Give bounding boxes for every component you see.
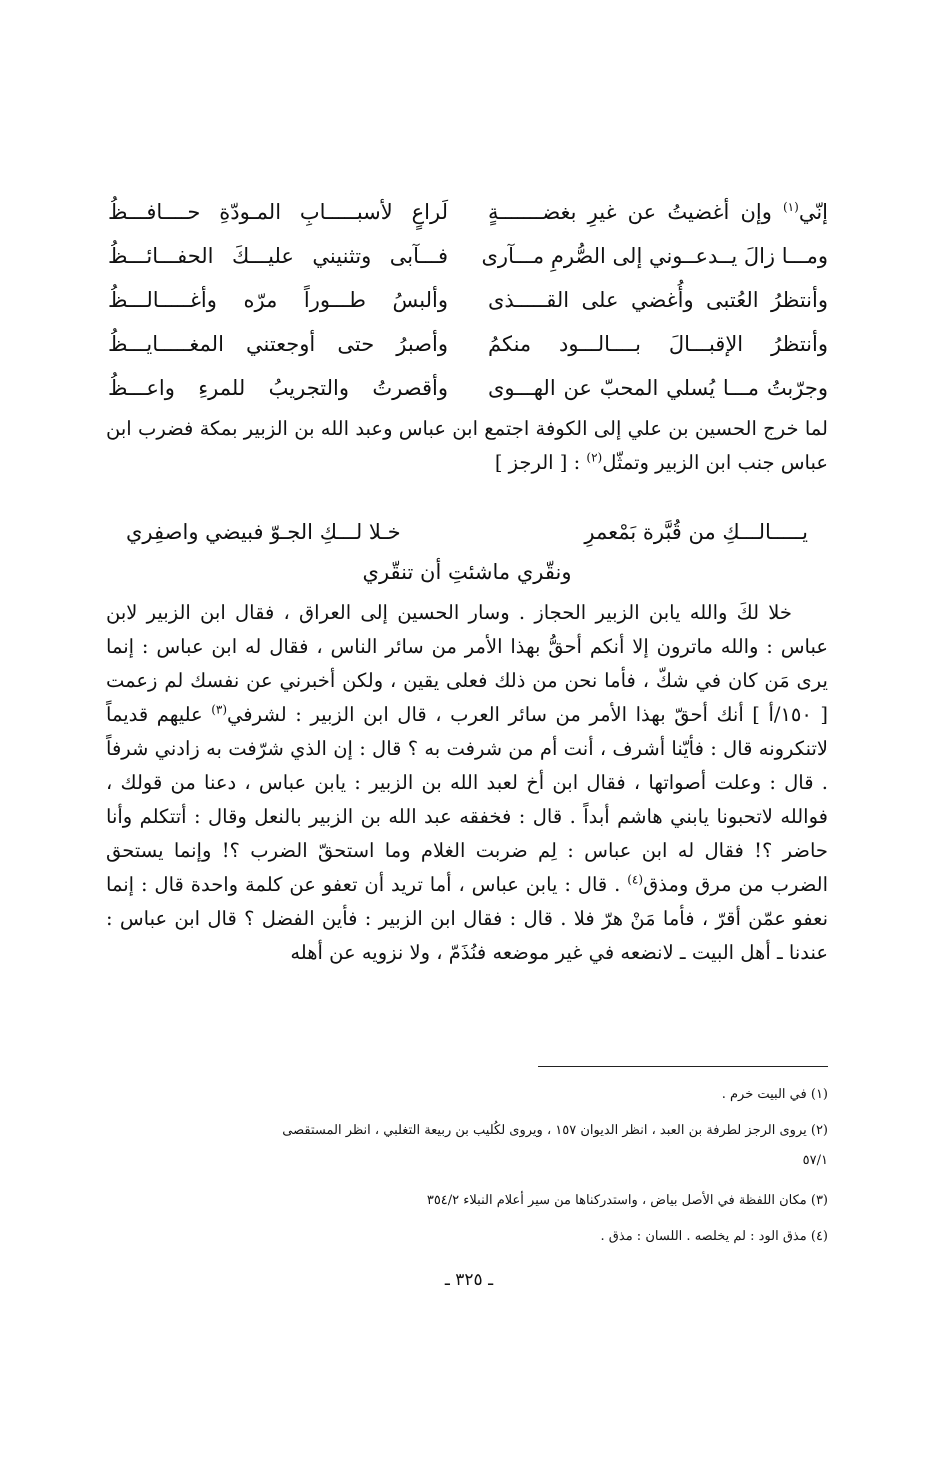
poem-verse <box>108 366 828 410</box>
paragraph-text: عليهم قديماً لاتنكرونه قال : فأيّنا أشرف ، أنت أم من شرفت به ؟ قال : إن الذي شرّفت به زادني شرفاً . قال : وعلت أصواتها ، فقال ابن أخ لعبد الله بن الزبير : يابن عباس ، دعنا من قولك ، فوالله لاتحبونا يابني هاشم أبداً . قال : فخفقه عبد الله بن الزبير بالنعل وقال : أتتكلم وأنا حاضر ؟! فقال له ابن عباس : لِم ضربت الغلام وما استحقّ الضرب ؟! وإنما يستحق الضرب من مرق ومذق <box>106 703 828 896</box>
first-hemistich <box>488 190 828 234</box>
footnote-1: (١) في البيت خرم . <box>721 1087 828 1102</box>
page-number: ـ ٣٢٥ ـ <box>444 1270 494 1290</box>
second-hemistich: وألبسُ طـــوراً مرّه وأغـــــالـــظُ <box>108 288 448 312</box>
footnote-marker: (٤) <box>627 872 644 887</box>
footnote-2-continued: ٥٧/١ <box>802 1153 828 1168</box>
footnote-divider <box>538 1066 828 1067</box>
poem-verse <box>108 322 828 366</box>
footnotes <box>106 1080 828 1258</box>
verse-text: إنّي <box>798 200 828 224</box>
second-hemistich: وأصبرُ حتى أوجعتني المغـــــايـــظُ <box>108 332 448 356</box>
footnote-marker: (١) <box>782 200 799 214</box>
footnote-marker: (٢) <box>586 450 603 465</box>
footnote-3: (٣) مكان اللفظة في الأصل بياض ، واستدركناها من سير أعلام النبلاء ٣٥٤/٢ <box>426 1193 828 1208</box>
rajaz-hemistich: يـــــالـــكِ من قُبَّرة بَمْعمرِ <box>584 520 808 544</box>
second-hemistich: لَراعٍ لأسبـــــابِ المـودّةِ حــــافـــظُ <box>108 200 448 224</box>
first-hemistich: وأنتظرُ العُتبى وأُغضي على القـــــذى <box>488 288 828 312</box>
second-hemistich: وأقصرتُ والتجريبُ للمرءِ واعـــظُ <box>108 376 448 400</box>
poem-verse <box>108 234 828 278</box>
rajaz-final-line: ونقّري ماشئتِ أن تنقّري <box>362 560 572 584</box>
first-hemistich: ومـــا زالَ يــدعــوني إلى الصُّرمِ مـــآرى <box>481 244 828 268</box>
rajaz-hemistich: خـلا لـــكِ الجـوّ فبيضي واصفِري <box>126 520 401 544</box>
verse-text: وإن أغضيتُ عن غيرِ بغضـــــــةٍ <box>488 200 783 224</box>
footnote-2: (٢) يروى الرجز لطرفة بن العبد ، انظر الديوان ١٥٧ ، ويروى لكُليب بن ربيعة التغلبي ، انظر المستقصى <box>282 1123 828 1138</box>
main-paragraph <box>106 596 828 970</box>
footnote-marker: (٣) <box>211 702 228 717</box>
second-hemistich: فـــآبى وتثنيني عليـــكَ الحفـــائـــظُ <box>108 244 448 268</box>
footnote-4: (٤) مذق الود : لم يخلصه . اللسان : مذق . <box>600 1229 828 1244</box>
paragraph-text: خلا لكَ والله يابن الزبير الحجاز . وسار الحسين إلى العراق ، فقال ابن الزبير لابن عباس : والله ماترون إلا أنكم أحقُّ بهذا الأمر من سائر الناس ، فقال له ابن عباس : إنما يرى مَن كان في شكّ ، فأما نحن من ذلك فعلى يقين ، ولكن أخبرني عن نفسك لم زعمت [ ١٥٠/أ ] أنك أحقّ بهذا الأمر من سائر العرب ، قال ابن الزبير : لشرفي <box>106 601 829 726</box>
paragraph-text: . قال : يابن عباس ، أما تريد أن تعفو عن كلمة واحدة قال : إنما نعفو عمّن أقرّ ، فأما مَنْ هرّ فلا . قال : فقال ابن الزبير : فأين الفضل ؟ قال ابن عباس : عندنا ـ أهل البيت ـ لانضعه في غير موضعه فنُذَمّ ، ولا نزويه عن أهله <box>106 873 828 964</box>
poem-verse <box>108 190 828 234</box>
intro-paragraph <box>106 412 828 480</box>
paragraph-text: لما خرج الحسين بن علي إلى الكوفة اجتمع ابن عباس وعبد الله بن الزبير بمكة فضرب ابن عباس جنب ابن الزبير وتمثّل <box>106 417 828 474</box>
poem-block <box>108 190 828 410</box>
meter-label: : [ الرجز ] <box>494 451 587 474</box>
rajaz-verses <box>106 512 828 592</box>
poem-verse <box>108 278 828 322</box>
rajaz-line <box>106 512 828 552</box>
first-hemistich: وأنتظرُ الإقبـــالَ بــــالـــود منكمُ <box>488 332 828 356</box>
first-hemistich: وجرّبتُ مـــا يُسلي المحبّ عن الهـــوى <box>488 376 828 400</box>
